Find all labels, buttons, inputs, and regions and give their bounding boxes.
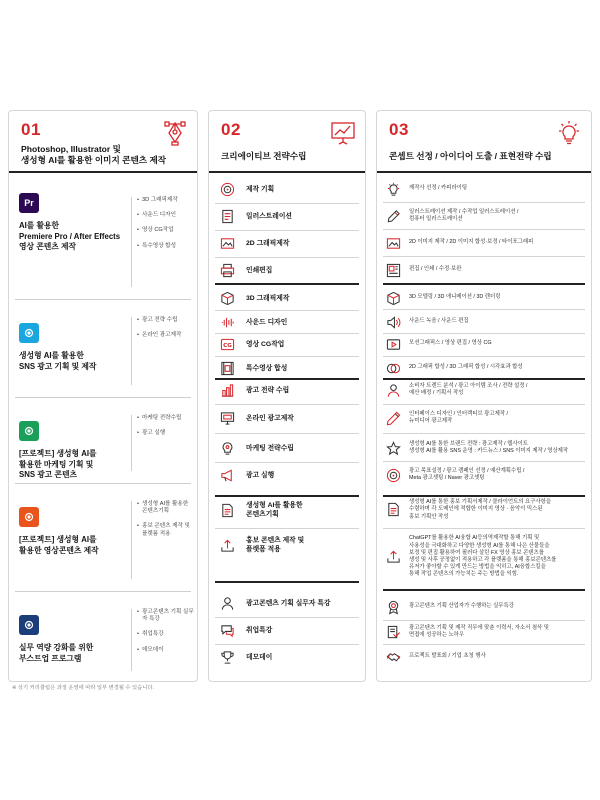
detail-label: 광고콘텐츠 기획 및 제작 직무에 맞춘 이력서, 자소서 첨삭 및 면접에 성공하는 노하우	[409, 624, 549, 638]
skill-row	[209, 312, 365, 332]
curriculum-section	[9, 591, 198, 682]
svg-text:CG: CG	[222, 342, 232, 349]
detail-row	[377, 206, 591, 226]
row-divider	[383, 309, 585, 310]
skill-label: 홍보 콘텐츠 제작 및 플랫폼 적용	[246, 537, 305, 553]
section-title: [프로젝트] 생성형 AI를 활용한 영상콘텐츠 제작	[19, 535, 99, 555]
skill-row	[209, 620, 365, 640]
award-icon	[385, 599, 401, 615]
skill-row	[209, 233, 365, 253]
skill-row	[209, 438, 365, 458]
cube-3d-icon	[385, 290, 401, 306]
skill-row	[209, 358, 365, 378]
topic-item: • 홍보 콘텐츠 제작 및 플랫폼 적용	[137, 523, 195, 537]
detail-label: ChatGPT를 활용한 AI융합 AI등의역제작할 통해 기획 및 사용성을 극대화하고 다양한 생성형 AI를 통해 나은 산물들을 보정 및 편집 활용하여 필러다 살린 FX 영상 홍보 콘텐츠를 생성 및 사후 공정없이 적용하고 각 플랫폼을 통해 홍보콘텐츠를 유저가 좋아할 수 있게 만드는 방법을 익히고, AI융합스킬을 통해 작업 콘텐츠의 가능치는 주는 방법을 익힘.	[409, 535, 557, 578]
detail-label: 사운드 녹음 / 사운드 편집	[409, 318, 469, 325]
row-divider	[215, 404, 359, 405]
skill-row	[209, 206, 365, 226]
pencil-icon	[385, 410, 401, 426]
topic-item: • 특수영상 합성	[137, 243, 195, 250]
row-divider	[383, 433, 585, 434]
skill-label: 광고 전략 수립	[246, 386, 290, 394]
detail-label: 일러스트레이션 제작 / 수작업 일러스트레이션 / 컴퓨터 일러스트레이션	[409, 208, 519, 222]
section-title: [프로젝트] 생성형 AI를 활용한 마케팅 기획 및 SNS 광고 콘텐츠	[19, 449, 97, 479]
course-card-03	[376, 110, 592, 682]
skill-label: 제작 기획	[246, 185, 275, 193]
film-icon	[219, 360, 235, 376]
detail-label: 2D 이미지 제작 / 2D 이미지 합성·보정 / 타이포그래피	[409, 239, 534, 246]
star-icon	[385, 440, 401, 456]
section-summary	[19, 193, 127, 253]
presentation-chart-icon	[330, 120, 356, 146]
detail-row	[377, 465, 591, 485]
detail-row	[377, 288, 591, 308]
upload-icon	[385, 549, 401, 565]
cg-icon	[219, 336, 235, 352]
megaphone-icon	[19, 421, 39, 441]
detail-label: 모션그래픽스 / 영상 편집 / 영상 CG	[409, 340, 492, 347]
lightbulb-icon	[556, 120, 582, 146]
section-topic-list	[131, 415, 195, 471]
curriculum-section	[9, 299, 198, 397]
chat-icon	[219, 622, 235, 638]
card-title: Photoshop, Illustrator 및 생성형 AI를 활용한 이미지 콘텐츠 제작	[21, 144, 167, 165]
cube-3d-icon	[219, 290, 235, 306]
skill-label: 특수영상 합성	[246, 364, 288, 372]
trophy-icon	[219, 649, 235, 665]
section-title: AI를 활용한 Premiere Pro / After Effects 영상 콘텐츠 제작	[19, 221, 121, 251]
row-divider	[215, 257, 359, 258]
detail-row	[377, 260, 591, 280]
detail-row	[377, 597, 591, 617]
detail-row	[377, 438, 591, 458]
topic-item: • 3D 그래픽제작	[137, 197, 195, 204]
row-divider	[383, 620, 585, 621]
section-summary	[19, 615, 127, 664]
card-header	[209, 111, 365, 173]
group-divider	[215, 378, 359, 380]
group-divider	[215, 581, 359, 583]
motion-icon	[385, 336, 401, 352]
card-title: 콘셉트 선정 / 아이디어 도출 / 표현전략 수립	[389, 151, 552, 161]
skill-label: 취업특강	[246, 626, 273, 634]
sns-bubble-icon	[19, 323, 39, 343]
skill-row	[209, 288, 365, 308]
row-divider	[215, 356, 359, 357]
card-number: 02	[221, 120, 241, 139]
detail-row	[377, 499, 591, 521]
idea-icon	[385, 181, 401, 197]
lightbulb-gear-icon	[219, 440, 235, 456]
skill-row	[209, 334, 365, 354]
skill-row	[209, 465, 365, 485]
row-divider	[215, 230, 359, 231]
skill-label: 3D 그래픽제작	[246, 294, 290, 302]
section-summary	[19, 507, 127, 556]
detail-label: 소비자 트렌드 분석 / 광고 아이템 조사 / 전략 설정 / 예산 배정 / 기획서 작성	[409, 382, 528, 396]
person-icon	[219, 595, 235, 611]
section-topic-list	[131, 197, 195, 287]
detail-row	[377, 334, 591, 354]
row-divider	[383, 256, 585, 257]
topic-item: • 마케팅 전략수립	[137, 415, 195, 422]
group-divider	[383, 378, 585, 380]
skill-row	[209, 647, 365, 667]
skill-label: 마케팅 전략수립	[246, 444, 294, 452]
row-divider	[215, 528, 359, 529]
topic-item: • 취업특강	[137, 631, 195, 638]
layout-icon	[385, 262, 401, 278]
detail-row	[377, 358, 591, 378]
skill-row	[209, 593, 365, 613]
monitor-icon	[219, 410, 235, 426]
document-icon	[219, 502, 235, 518]
course-card-02	[208, 110, 366, 682]
detail-label: 3D 모델링 / 3D 애니메이션 / 3D 렌더링	[409, 294, 501, 301]
handshake-doc-icon	[385, 624, 401, 640]
skill-label: 온라인 광고제작	[246, 414, 294, 422]
skill-row	[209, 535, 365, 555]
sound-wave-icon	[219, 314, 235, 330]
checklist-icon	[219, 208, 235, 224]
row-divider	[383, 528, 585, 529]
skill-label: 광고 실행	[246, 471, 275, 479]
detail-row	[377, 622, 591, 642]
detail-label: 광고 목표설정 / 광고 캠페인 선정 / 예산계획수립 / Meta 광고셋팅 / Naver 광고셋팅	[409, 467, 525, 481]
skill-row	[209, 380, 365, 400]
pen-icon	[385, 208, 401, 224]
topic-item: • 온라인 광고제작	[137, 332, 195, 339]
row-divider	[383, 461, 585, 462]
group-divider	[383, 589, 585, 591]
target-icon	[219, 181, 235, 197]
row-divider	[215, 462, 359, 463]
group-divider	[215, 495, 359, 497]
pen-tool-icon	[162, 120, 188, 146]
card-header	[377, 111, 591, 173]
skill-label: 영상 CG작업	[246, 340, 285, 348]
skill-row	[209, 179, 365, 199]
card-header	[9, 111, 197, 173]
curriculum-section	[9, 179, 198, 299]
skill-row	[209, 500, 365, 520]
detail-row	[377, 233, 591, 253]
detail-label: 광고콘텐츠 기획 산업자가 수행하는 실무특강	[409, 603, 514, 610]
topic-item: • 영상 CG작업	[137, 227, 195, 234]
group-divider	[383, 283, 585, 285]
topic-item: • 데모데이	[137, 647, 195, 654]
skill-label: 인쇄편집	[246, 266, 273, 274]
topic-item: • 광고콘텐츠 기획 실무자 특강	[137, 609, 195, 623]
row-divider	[215, 333, 359, 334]
consumer-icon	[385, 382, 401, 398]
section-title: 실무 역량 강화를 위한 부스트업 프로그램	[19, 643, 94, 663]
detail-row	[377, 535, 591, 579]
row-divider	[383, 333, 585, 334]
handshake-icon	[385, 649, 401, 665]
detail-label: 생성형 AI를 통한 홍보 기획서제작 / 클라이언트의 요구사항을 수렴하며 각 도메인에 적합한 이미지 영상 · 음악이 믹스된 홍보 기획안 작성	[409, 499, 552, 520]
bar-chart-icon	[219, 382, 235, 398]
detail-row	[377, 312, 591, 332]
row-divider	[215, 644, 359, 645]
detail-label: 인터페이스 디자인 / 인터랙티브 광고제작 / 뉴미디어 광고제작	[409, 410, 509, 424]
topic-item: • 광고 전략 수립	[137, 317, 195, 324]
card-number: 03	[389, 120, 409, 139]
detail-label: 프로젝트 발표회 / 기업 초청 행사	[409, 653, 486, 660]
skill-label: 일러스트레이션	[246, 212, 292, 220]
row-divider	[383, 229, 585, 230]
footnote: ※ 상기 커리큘럼은 과정 운영에 따라 일부 변경될 수 있습니다.	[12, 685, 154, 691]
premiere-pro-icon: Pr	[19, 193, 39, 213]
skill-label: 생성형 AI를 활용한 콘텐츠기획	[246, 502, 303, 518]
card-number: 01	[21, 120, 41, 139]
curriculum-section	[9, 397, 198, 483]
detail-row	[377, 408, 591, 428]
skill-row	[209, 260, 365, 280]
detail-label: 편집 / 인쇄 / 수정·보완	[409, 266, 462, 273]
video-play-icon	[19, 507, 39, 527]
row-divider	[383, 644, 585, 645]
detail-row	[377, 647, 591, 667]
skill-row	[209, 408, 365, 428]
group-divider	[383, 495, 585, 497]
skill-label: 사운드 디자인	[246, 318, 288, 326]
row-divider	[383, 404, 585, 405]
detail-row	[377, 179, 591, 199]
section-topic-list	[131, 317, 195, 385]
section-summary	[19, 323, 127, 372]
detail-row	[377, 380, 591, 400]
group-divider	[215, 283, 359, 285]
detail-label: 2D 그래픽 합성 / 3D 그래픽 합성 / 시각효과 합성	[409, 364, 523, 371]
composite-icon	[385, 360, 401, 376]
upload-icon	[219, 537, 235, 553]
section-topic-list	[131, 609, 195, 671]
detail-label: 생성형 AI를 통한 브랜드 전략 : 광고제작 / 웹사이트 생성형 AI를 활용 SNS 운영 : 카드뉴스 / SNS 이미지 제작 / 영상제작	[409, 440, 569, 454]
megaphone-icon	[219, 467, 235, 483]
document-icon	[385, 502, 401, 518]
section-topic-list	[131, 501, 195, 579]
topic-item: • 생성형 AI를 활용한 콘텐츠기획	[137, 501, 195, 515]
printer-icon	[219, 262, 235, 278]
row-divider	[383, 202, 585, 203]
skill-label: 2D 그래픽제작	[246, 239, 290, 247]
topic-item: • 광고 실행	[137, 430, 195, 437]
skill-label: 데모데이	[246, 653, 273, 661]
section-title: 생성형 AI를 활용한 SNS 광고 기획 및 제작	[19, 351, 97, 371]
card-title: 크리에이티브 전략수립	[221, 151, 307, 161]
instructor-icon	[19, 615, 39, 635]
target-icon	[385, 467, 401, 483]
topic-item: • 사운드 디자인	[137, 212, 195, 219]
section-summary	[19, 421, 127, 481]
row-divider	[215, 310, 359, 311]
course-card-01	[8, 110, 198, 682]
row-divider	[215, 203, 359, 204]
row-divider	[215, 617, 359, 618]
image-2d-icon	[385, 235, 401, 251]
row-divider	[215, 433, 359, 434]
image-2d-icon	[219, 235, 235, 251]
detail-label: 제작사 선정 / 카피라이팅	[409, 185, 468, 192]
row-divider	[383, 356, 585, 357]
curriculum-section	[9, 483, 198, 591]
speaker-icon	[385, 314, 401, 330]
skill-label: 광고콘텐츠 기획 실무자 특강	[246, 599, 331, 607]
